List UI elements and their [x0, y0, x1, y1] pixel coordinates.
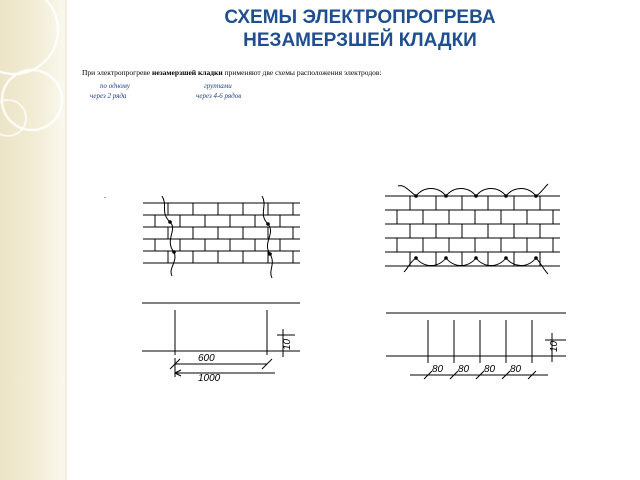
intro-before: При электропрогреве [82, 68, 152, 77]
intro-after: применяют две схемы расположения электродов: [222, 68, 382, 77]
left-height-label: 10 [282, 338, 293, 350]
title-line-1: СХЕМЫ ЭЛЕКТРОПРОГРЕВА [224, 7, 496, 28]
right-spacing-3: 80 [484, 364, 496, 375]
marker-dot: . [104, 191, 106, 200]
left-dim-600: 600 [198, 353, 215, 364]
right-spacing-4: 80 [510, 364, 522, 375]
scheme1-label-2: через 2 ряда [90, 92, 127, 100]
scheme2-label-1: группами [204, 82, 232, 90]
title-line-2: НЕЗАМЕРЗШЕЙ КЛАДКИ [243, 30, 477, 51]
right-spacing-1: 80 [432, 364, 444, 375]
scheme2-label-2: через 4-6 рядов [196, 92, 242, 100]
right-height-label: 10 [549, 340, 560, 352]
scheme1-label-1: по одному [100, 82, 130, 90]
right-spacing-2: 80 [458, 364, 470, 375]
left-dim-1000: 1000 [198, 373, 221, 384]
intro-bold: незамерзшей кладки [152, 68, 223, 77]
